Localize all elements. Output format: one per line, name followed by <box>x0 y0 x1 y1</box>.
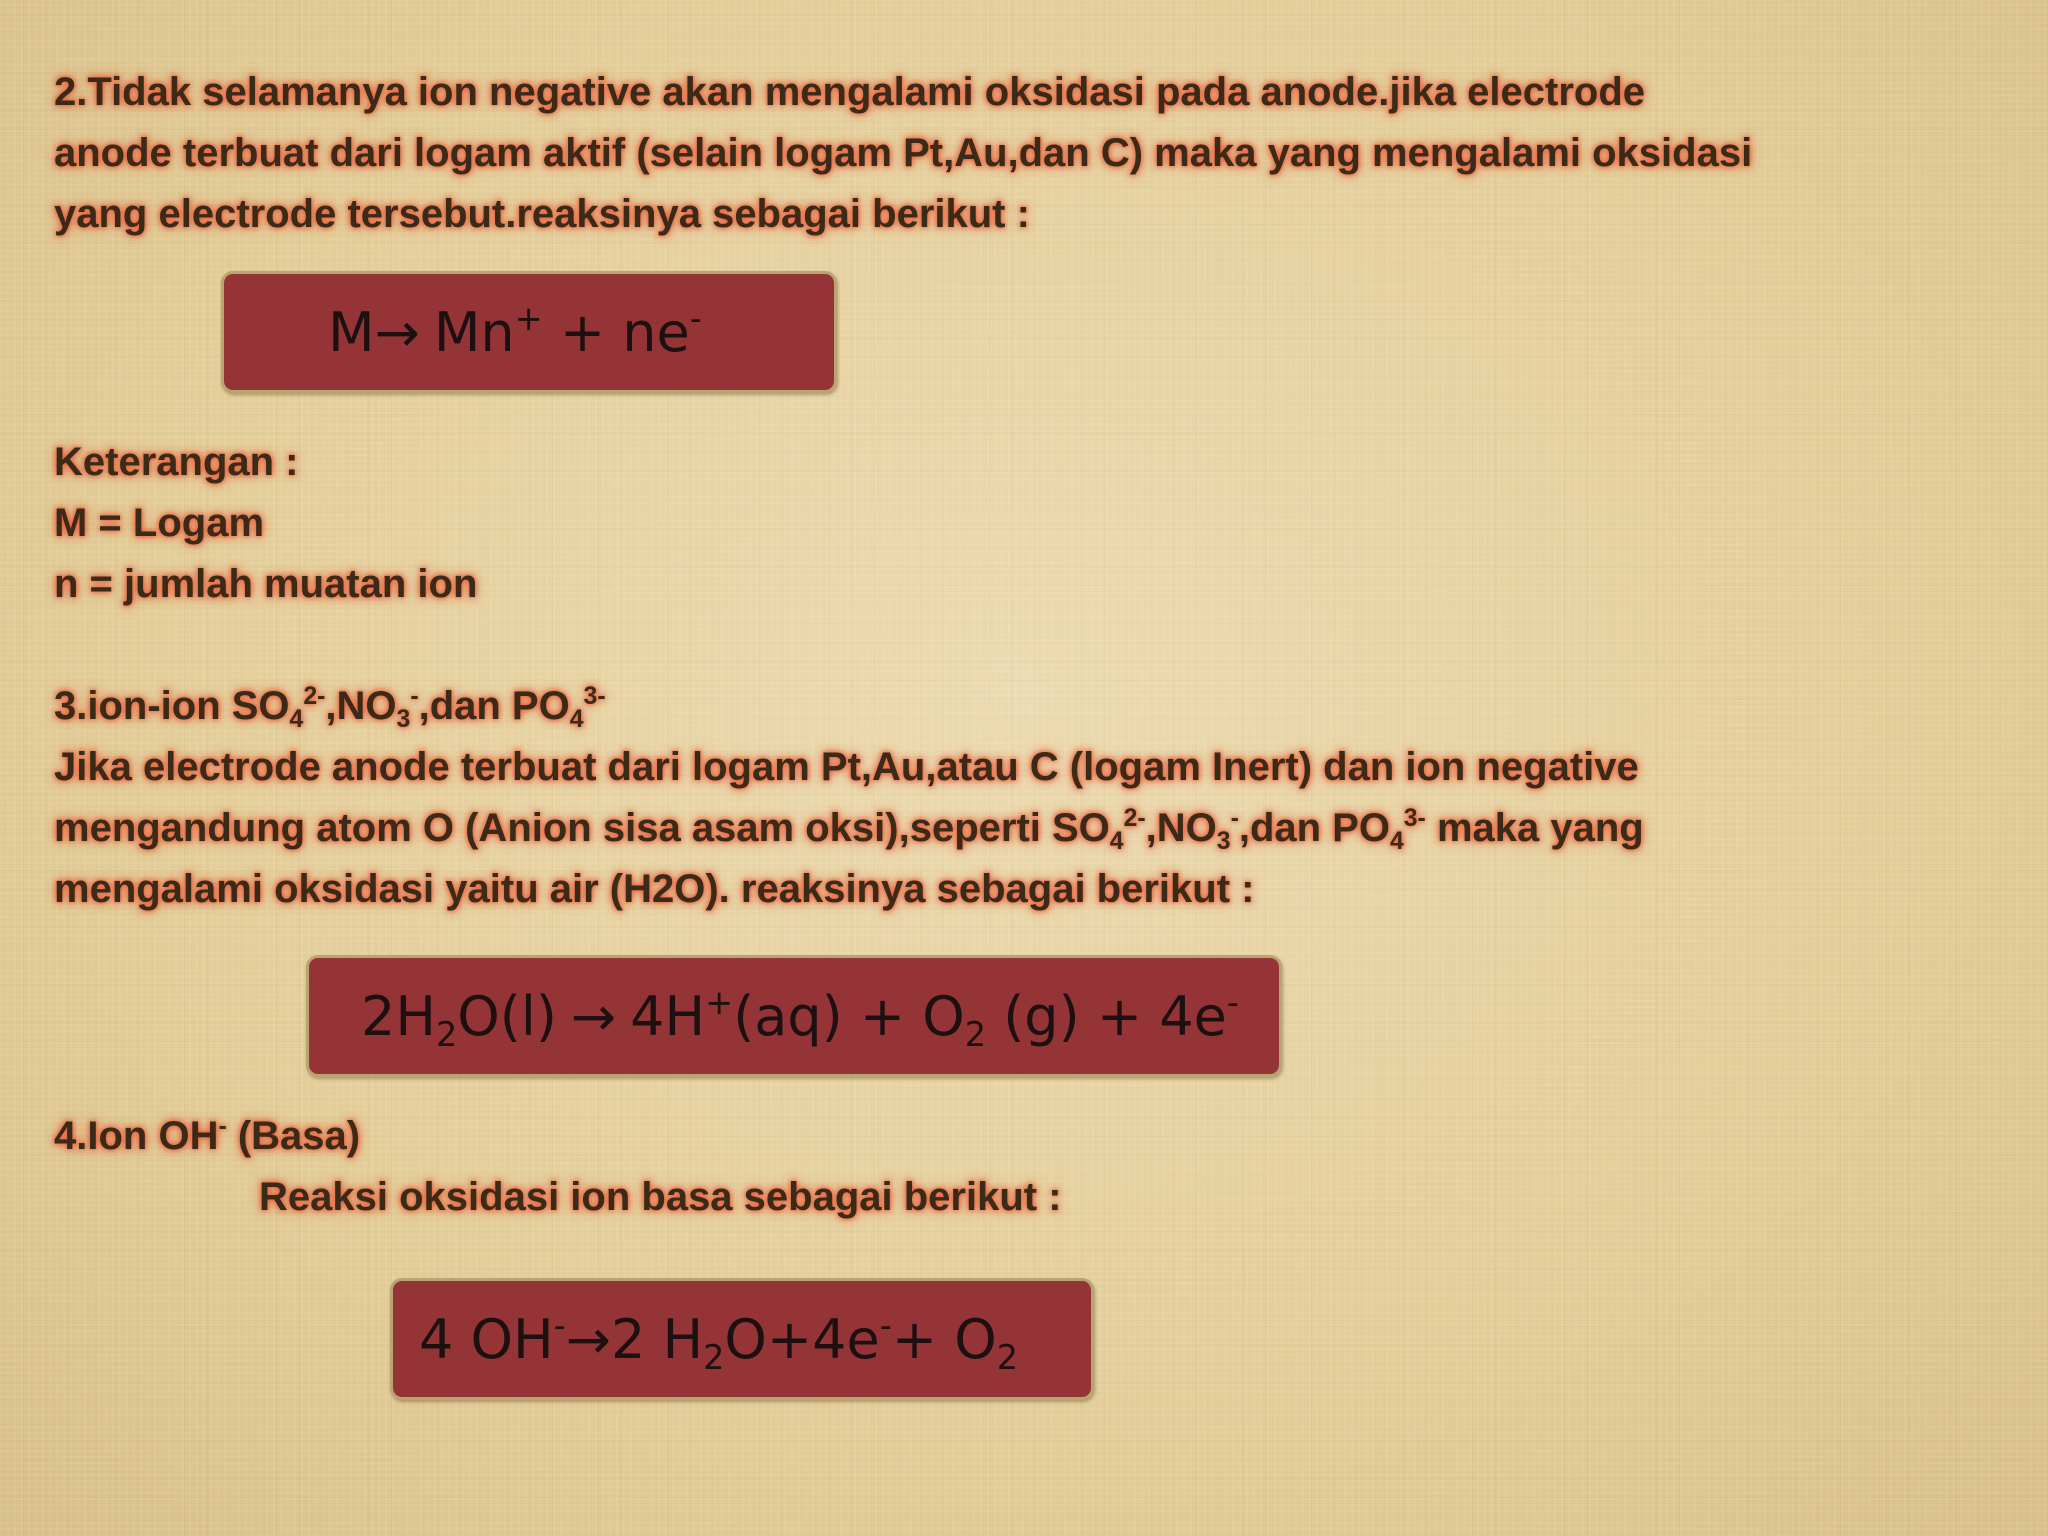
keterangan-title: Keterangan : <box>54 440 299 484</box>
section2-line1: 2.Tidak selamanya ion negative akan mengalami oksidasi pada anode.jika electrode <box>54 70 1646 114</box>
section2-line2: anode terbuat dari logam aktif (selain logam Pt,Au,dan C) maka yang mengalami oksidasi <box>54 131 1753 175</box>
section4-line1: Reaksi oksidasi ion basa sebagai berikut : <box>259 1175 1062 1219</box>
equation-box-water-oxidation <box>306 955 1282 1077</box>
keterangan-n: n = jumlah muatan ion <box>54 562 478 606</box>
equation-box-metal-oxidation <box>221 271 837 393</box>
equation-metal-oxidation: M→ Mn+ + ne- <box>328 299 702 364</box>
keterangan-m: M = Logam <box>54 501 265 545</box>
equation-box-hydroxide-oxidation <box>390 1278 1094 1400</box>
equation-hydroxide-oxidation: 4 OH-→2 $H_2O+4e^-+ O_2$ <box>419 1306 1019 1377</box>
section2-line3: yang electrode tersebut.reaksinya sebagai berikut : <box>54 192 1030 236</box>
section3-line1: Jika electrode anode terbuat dari logam Pt,Au,atau C (logam Inert) dan ion negative <box>54 745 1639 789</box>
section3-line2: mengandung atom O (Anion sisa asam oksi),seperti $SO_4^{2-},NO_3^-,dan$ $PO_4^{3-}$ maka yang <box>54 804 1644 855</box>
section3-line3: mengalami oksidasi yaitu air (H2O). reaksinya sebagai berikut : <box>54 867 1255 911</box>
equation-water-oxidation: $2H_2O(l) \to 4H^+(aq) + O_2$ (g) + 4e- <box>361 983 1239 1054</box>
section3-title: 3.ion-ion $SO_4^{2-},NO_3^-,dan$ $PO_4^{3-}$ <box>54 682 606 733</box>
section4-title: 4.Ion OH- (Basa) <box>54 1112 361 1158</box>
